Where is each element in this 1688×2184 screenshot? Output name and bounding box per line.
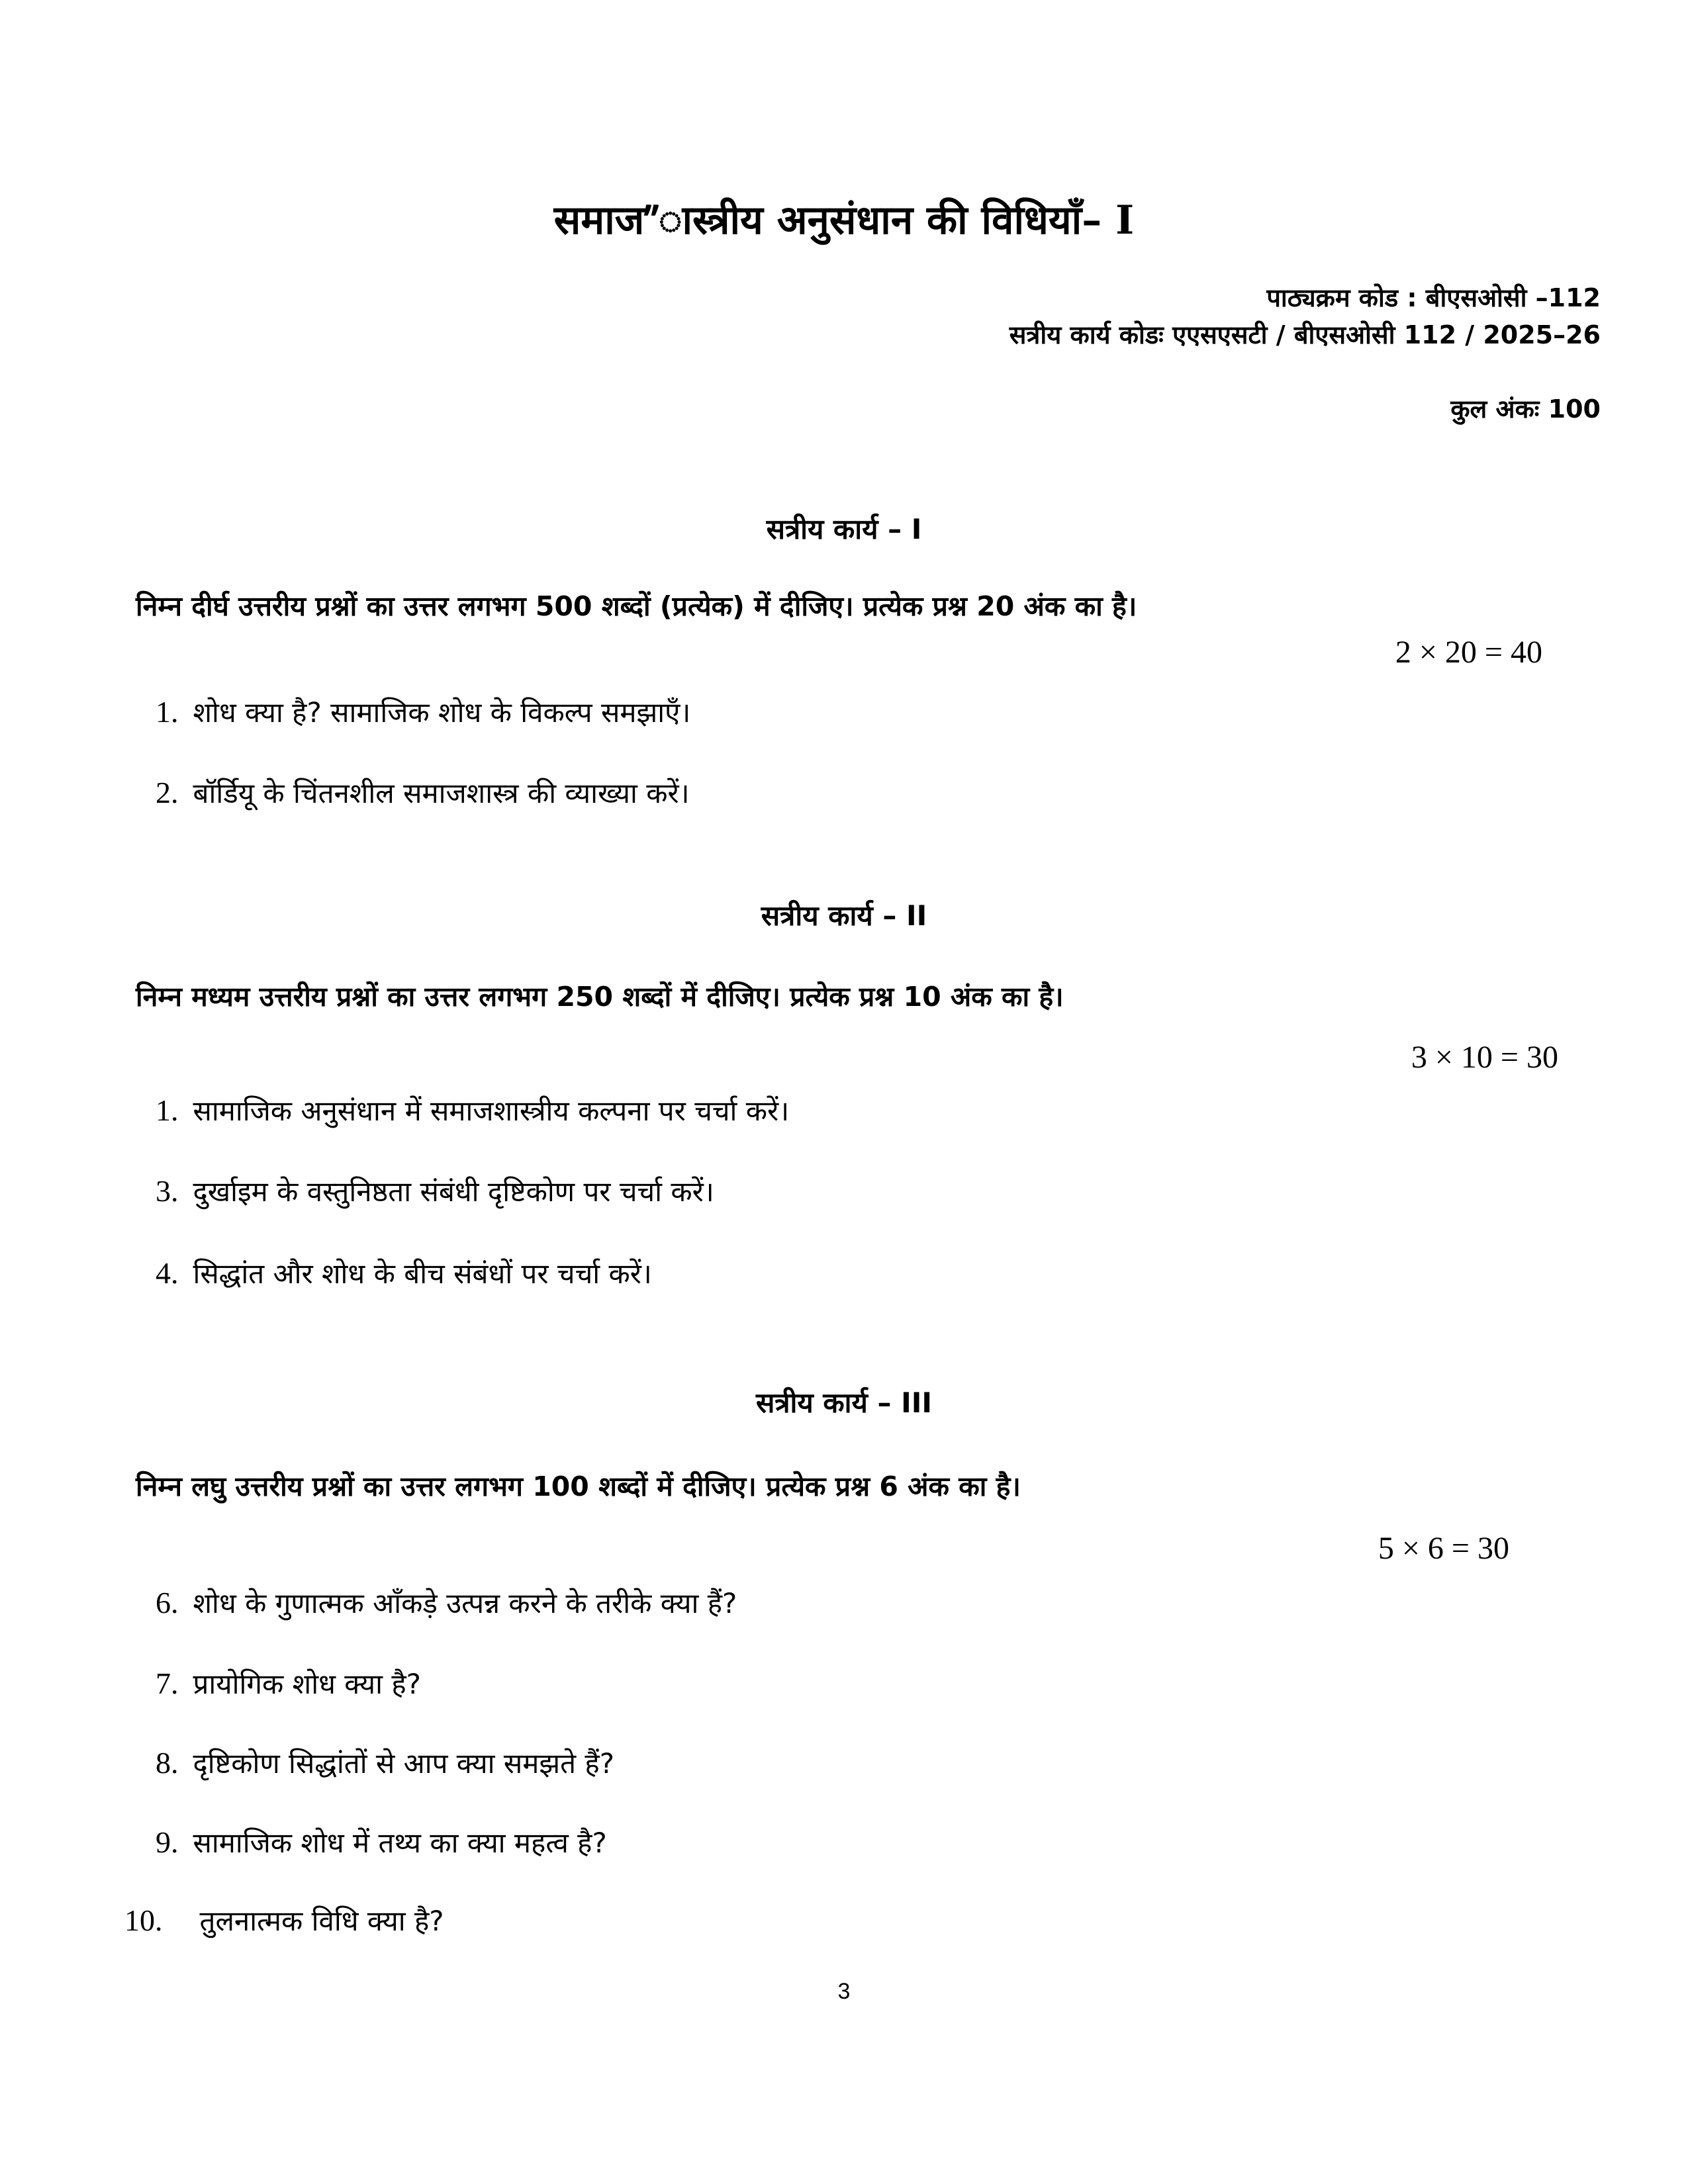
question-item — [156, 1091, 789, 1131]
question-number: 9. — [156, 1825, 179, 1859]
question-number: 4. — [156, 1256, 179, 1290]
question-item — [156, 1743, 614, 1784]
question-item — [124, 1901, 444, 1941]
question-number: 10. — [124, 1903, 163, 1937]
question-number: 6. — [156, 1586, 179, 1619]
question-text: दृष्टिकोण सिद्धांतों से आप क्या समझते हैं? — [193, 1747, 615, 1780]
question-text: तुलनात्मक विधि क्या है? — [199, 1905, 444, 1937]
question-number: 8. — [156, 1746, 179, 1780]
question-number: 1. — [156, 1093, 179, 1127]
question-text: सिद्धांत और शोध के बीच संबंधों पर चर्चा करें। — [193, 1257, 652, 1290]
question-item — [156, 1253, 652, 1294]
question-text: सामाजिक अनुसंधान में समाजशास्त्रीय कल्पना पर चर्चा करें। — [193, 1095, 790, 1127]
section-instruction-1: निम्न दीर्घ उत्तरीय प्रश्नों का उत्तर लगभग 500 शब्दों (प्रत्येक) में दीजिए। प्रत्येक प्रश्न 20 अंक का है। — [136, 590, 1137, 622]
question-item — [156, 1171, 714, 1212]
section-instruction-2: निम्न मध्यम उत्तरीय प्रश्नों का उत्तर लगभग 250 शब्दों में दीजिए। प्रत्येक प्रश्न 10 अंक का है। — [136, 981, 1064, 1013]
question-number: 3. — [156, 1174, 179, 1208]
question-item — [156, 1664, 421, 1704]
question-text: शोध के गुणात्मक आँकड़े उत्पन्न करने के तरीके क्या हैं? — [193, 1587, 737, 1619]
section-marks-2: 3 × 10 = 30 — [1411, 1040, 1558, 1075]
question-number: 1. — [156, 695, 179, 729]
question-number: 2. — [156, 776, 179, 809]
question-item — [156, 692, 690, 733]
question-text: दुर्खाइम के वस्तुनिष्ठता संबंधी दृष्टिकोण पर चर्चा करें। — [193, 1175, 714, 1208]
question-item — [156, 773, 690, 813]
total-marks: कुल अंकः 100 — [1450, 394, 1601, 424]
course-code: पाठ्यक्रम कोड : बीएसओसी –112 — [1266, 283, 1601, 312]
section-heading-1: सत्रीय कार्य – I — [766, 513, 922, 545]
question-item — [156, 1583, 737, 1623]
page-number: 3 — [837, 1979, 851, 2004]
question-item — [156, 1823, 607, 1863]
section-heading-3: सत्रीय कार्य – III — [755, 1387, 933, 1419]
section-instruction-3: निम्न लघु उत्तरीय प्रश्नों का उत्तर लगभग 100 शब्दों में दीजिए। प्रत्येक प्रश्न 6 अंक का है। — [136, 1471, 1021, 1502]
question-text: बॉर्डियू के चिंतनशील समाजशास्त्र की व्याख्या करें। — [193, 777, 690, 809]
question-number: 7. — [156, 1666, 179, 1700]
assignment-code: सत्रीय कार्य कोडः एएसएसटी / बीएसओसी 112 / 2025–26 — [1009, 320, 1601, 349]
question-text: प्रायोगिक शोध क्या है? — [193, 1668, 421, 1700]
section-marks-1: 2 × 20 = 40 — [1395, 635, 1542, 670]
section-marks-3: 5 × 6 = 30 — [1378, 1531, 1509, 1566]
question-text: शोध क्या है? सामाजिक शोध के विकल्प समझाएँ। — [193, 696, 691, 729]
section-heading-2: सत्रीय कार्य – II — [761, 899, 927, 932]
question-text: सामाजिक शोध में तथ्य का क्या महत्व है? — [193, 1827, 607, 1859]
page-title: समाज”ास्त्रीय अनुसंधान की विधियाँ– I — [553, 197, 1135, 244]
